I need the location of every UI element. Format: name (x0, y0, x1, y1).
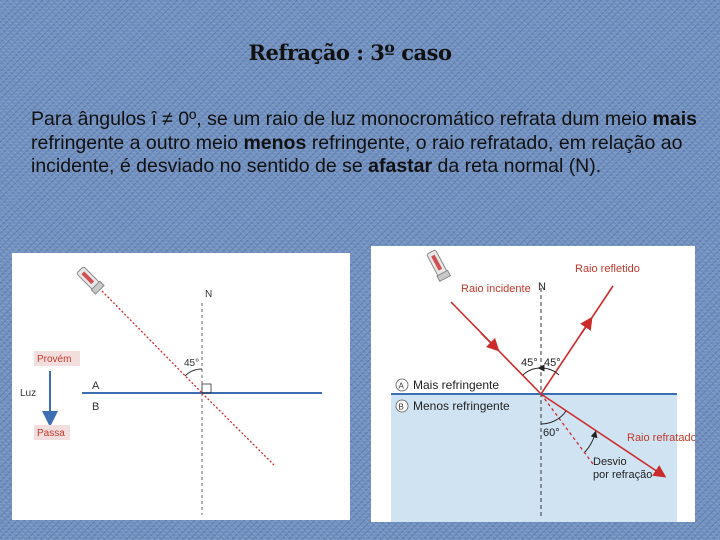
mais-refringente-label: Mais refringente (413, 378, 500, 392)
medium-b-marker-label: B (398, 402, 404, 412)
paragraph-bold-menos: menos (243, 131, 307, 154)
medium-b-label: B (92, 401, 100, 413)
right-angle-mark (202, 384, 211, 393)
paragraph-text-3: refringente, o raio refratado, em relação ao incidente, é desviado no sentido de se (31, 131, 683, 177)
right-figure-svg (371, 246, 695, 522)
flashlight-icon (76, 266, 104, 294)
medium-a-marker-label: A (398, 381, 404, 391)
medium-b-region (391, 394, 677, 522)
paragraph-text-2: refringente a outro meio (31, 131, 244, 154)
normal-label: N (538, 281, 546, 293)
normal-label: N (205, 289, 213, 300)
reflected-ray-arrow-icon (581, 322, 589, 334)
slide-title: Refração : 3º caso (248, 40, 452, 65)
menos-refringente-label: Menos refringente (413, 399, 510, 413)
angle-reflection-label: 45° (544, 357, 561, 369)
incident-ray (102, 291, 202, 393)
incidence-angle-arc (523, 368, 541, 375)
paragraph-bold-afastar: afastar (368, 155, 433, 177)
body-paragraph (31, 108, 697, 179)
left-refraction-figure (12, 253, 350, 520)
reflected-ray-label: Raio refletido (575, 263, 640, 275)
passa-label: Passa (37, 428, 65, 439)
angle-45-label: 45° (184, 358, 200, 369)
provem-label: Provém (37, 354, 72, 365)
medium-a-label: A (92, 380, 100, 392)
paragraph-text-1: Para ângulos î ≠ 0º, se um raio de luz monocromático refrata dum meio (31, 108, 653, 130)
incident-ray-label: Raio incidente (461, 283, 531, 295)
desvio-label-line1: Desvio (593, 456, 627, 468)
flashlight-icon (426, 249, 451, 281)
refracted-ray-label: Raio refratado (627, 432, 695, 444)
desvio-label-line2: por refração (593, 469, 653, 481)
paragraph-bold-mais: mais (652, 108, 697, 130)
left-figure-svg (12, 253, 350, 520)
incident-ray-arrow-icon (481, 333, 495, 347)
angle-refraction-label: 60° (543, 427, 560, 439)
luz-label: Luz (20, 388, 37, 399)
reflected-ray (541, 286, 613, 394)
incidence-angle-arc (185, 369, 202, 376)
paragraph-text-4: da reta normal (N). (432, 155, 602, 177)
angle-incidence-label: 45° (521, 357, 538, 369)
right-refraction-figure (371, 246, 695, 522)
